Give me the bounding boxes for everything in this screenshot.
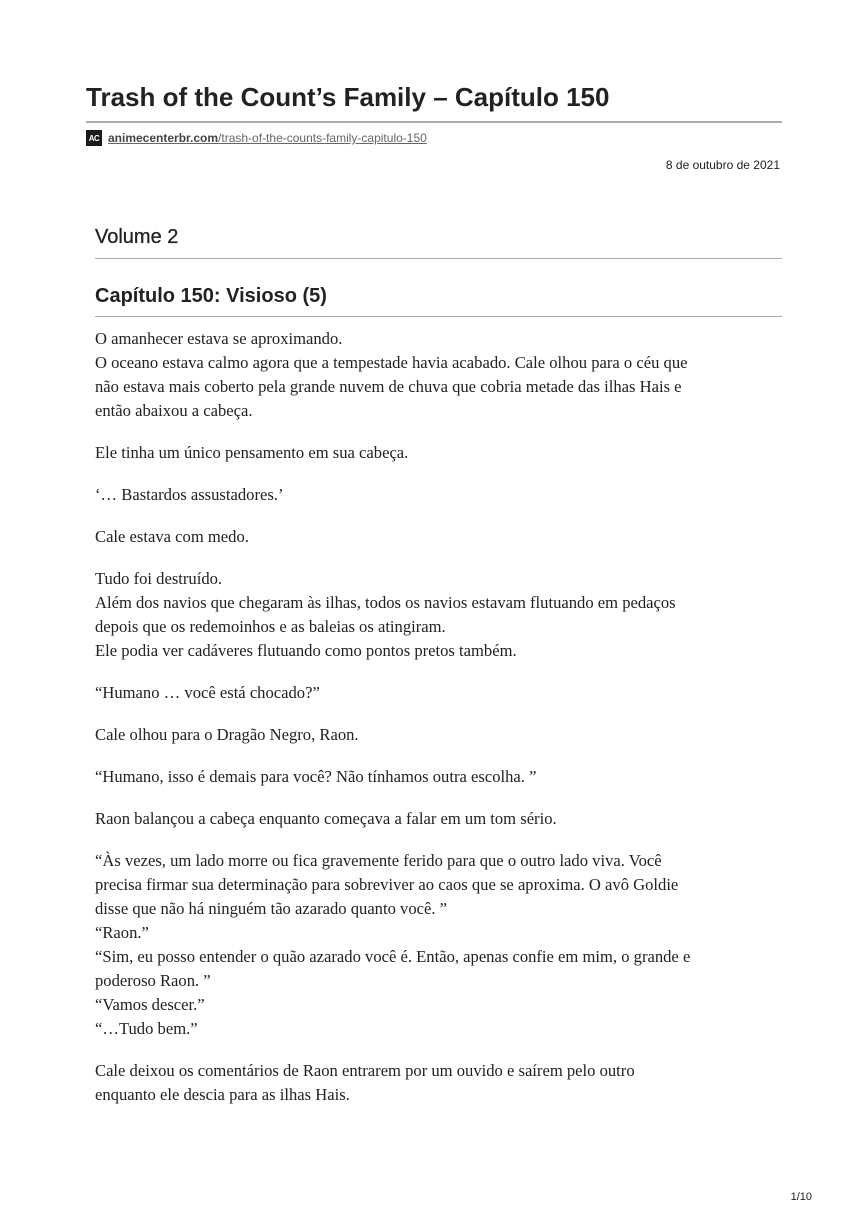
paragraph [95,567,790,663]
volume-heading: Volume 2 [95,226,179,248]
paragraph [95,765,790,789]
text-line: disse que não há ninguém tão azarado quanto você. ” [95,899,448,918]
publication-date: 8 de outubro de 2021 [665,158,780,172]
text-line: Ele tinha um único pensamento em sua cabeça. [95,443,409,462]
chapter-heading: Capítulo 150: Visioso (5) [95,285,327,307]
text-line: então abaixou a cabeça. [95,401,253,420]
paragraph [95,681,790,705]
text-line: “…Tudo bem.” [95,1019,198,1038]
site-favicon-icon: AC [86,130,102,146]
text-line: O amanhecer estava se aproximando. [95,329,343,348]
paragraph [95,441,790,465]
page-number: 1/10 [790,1191,812,1203]
text-line: Tudo foi destruído. [95,569,223,588]
text-line: poderoso Raon. ” [95,971,211,990]
text-line: “Sim, eu posso entender o quão azarado você é. Então, apenas confie em mim, o grande e [95,947,691,966]
text-line: Cale estava com medo. [95,527,249,546]
chapter-divider [95,316,782,317]
page-title: Trash of the Count’s Family – Capítulo 150 [86,82,610,112]
text-line: não estava mais coberto pela grande nuvem de chuva que cobria metade das ilhas Hais e [95,377,682,396]
text-line: “Às vezes, um lado morre ou fica gravemente ferido para que o outro lado viva. Você [95,851,662,870]
text-line: enquanto ele descia para as ilhas Hais. [95,1085,350,1104]
text-line: Além dos navios que chegaram às ilhas, todos os navios estavam flutuando em pedaços [95,593,676,612]
text-line: “Humano … você está chocado?” [95,683,320,702]
paragraph [95,807,790,831]
article-body [95,327,790,1125]
paragraph [95,525,790,549]
text-line: “Humano, isso é demais para você? Não tínhamos outra escolha. ” [95,767,537,786]
text-line: “Raon.” [95,923,149,942]
paragraph [95,723,790,747]
source-domain: animecenterbr.com [108,131,219,145]
text-line: “Vamos descer.” [95,995,205,1014]
text-line: depois que os redemoinhos e as baleias os atingiram. [95,617,446,636]
source-path: /trash-of-the-counts-family-capitulo-150 [218,131,427,145]
text-line: Cale deixou os comentários de Raon entrarem por um ouvido e saírem pelo outro [95,1061,635,1080]
paragraph [95,1059,790,1107]
title-divider [86,121,782,123]
volume-divider [95,258,782,259]
text-line: Ele podia ver cadáveres flutuando como pontos pretos também. [95,641,517,660]
source-row [86,129,427,147]
paragraph [95,327,790,423]
source-link[interactable] [108,131,427,145]
text-line: precisa firmar sua determinação para sobreviver ao caos que se aproxima. O avô Goldie [95,875,679,894]
paragraph [95,849,790,1041]
text-line: Raon balançou a cabeça enquanto começava a falar em um tom sério. [95,809,557,828]
text-line: O oceano estava calmo agora que a tempestade havia acabado. Cale olhou para o céu que [95,353,688,372]
text-line: Cale olhou para o Dragão Negro, Raon. [95,725,359,744]
text-line: ‘… Bastardos assustadores.’ [95,485,284,504]
paragraph [95,483,790,507]
